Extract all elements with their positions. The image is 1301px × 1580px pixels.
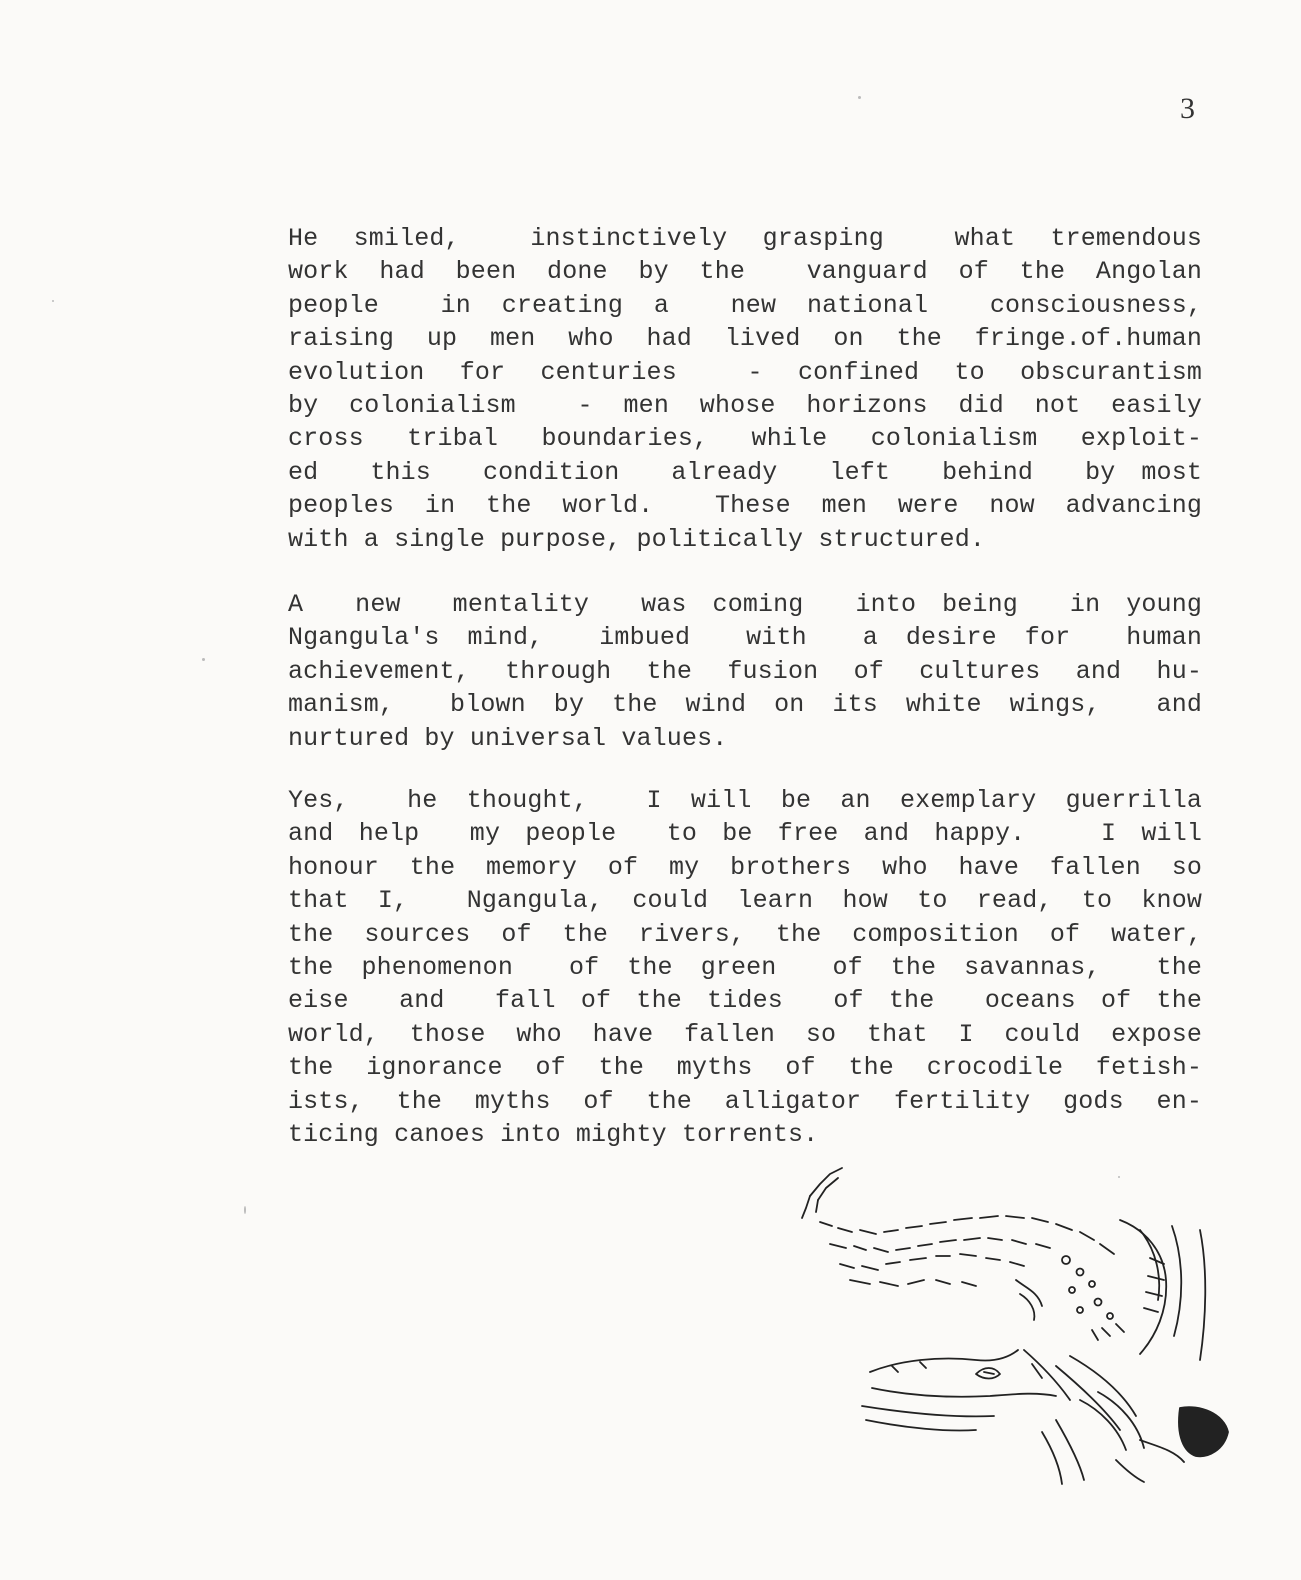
text-line: by colonialism - men whose horizons did not easily — [288, 390, 1202, 420]
text-line: nurtured by universal values. — [288, 723, 728, 753]
text-line: ticing canoes into mighty torrents. — [288, 1119, 819, 1149]
crocodile-sketch-icon — [780, 1160, 1250, 1490]
text-line: cross tribal boundaries, while colonialism exploit- — [288, 424, 1202, 454]
text-line: peoples in the world. These men were now advancing — [288, 491, 1202, 521]
text-line: Ngangula's mind, imbued with a desire for human — [288, 623, 1202, 653]
text-line: and help my people to be free and happy. I will — [288, 819, 1202, 849]
scan-speck — [858, 96, 861, 99]
text-line: ists, the myths of the alligator fertility gods en- — [288, 1086, 1202, 1116]
paragraph-1 — [288, 222, 1202, 556]
text-line: manism, blown by the wind on its white wings, and — [288, 690, 1202, 720]
page-number: 3 — [1180, 92, 1195, 125]
text-line: raising up men who had lived on the fringe.of.human — [288, 324, 1202, 354]
paragraph-2 — [288, 588, 1202, 755]
text-line: the ignorance of the myths of the crocodile fetish- — [288, 1053, 1202, 1083]
text-line: with a single purpose, politically structured. — [288, 524, 986, 554]
text-line: work had been done by the vanguard of the Angolan — [288, 257, 1202, 287]
text-line: Yes, he thought, I will be an exemplary guerrilla — [288, 786, 1202, 815]
text-line: people in creating a new national consciousness, — [288, 290, 1202, 320]
text-line: eise and fall of the tides of the oceans of the — [288, 986, 1202, 1016]
paragraph-3 — [288, 784, 1202, 1151]
text-line: A new mentality was coming into being in young — [288, 590, 1202, 619]
text-line: evolution for centuries - confined to obscurantism — [288, 357, 1202, 387]
text-line: ed this condition already left behind by most — [288, 457, 1202, 487]
text-line: the sources of the rivers, the composition of water, — [288, 919, 1202, 949]
scan-speck — [52, 300, 54, 302]
text-line: world, those who have fallen so that I could expose — [288, 1019, 1202, 1049]
scan-speck — [1118, 1176, 1120, 1178]
text-line: that I, Ngangula, could learn how to read, to know — [288, 886, 1202, 916]
text-line: He smiled, instinctively grasping what tremendous — [288, 224, 1202, 253]
text-line: achievement, through the fusion of cultures and hu- — [288, 656, 1202, 686]
text-line: honour the memory of my brothers who have fallen so — [288, 852, 1202, 882]
scan-speck — [202, 658, 205, 661]
text-line: the phenomenon of the green of the savannas, the — [288, 952, 1202, 982]
scan-speck — [244, 1206, 246, 1214]
